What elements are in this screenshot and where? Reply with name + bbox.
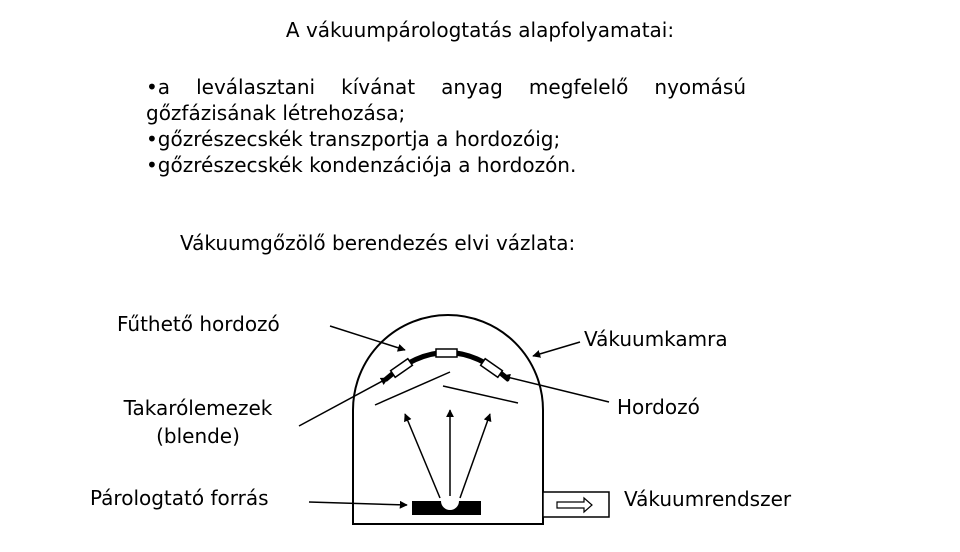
diagram-subtitle: Vákuumgőzölő berendezés elvi vázlata:: [180, 231, 576, 255]
label-evaporation-source: Párologtató forrás: [90, 486, 269, 510]
leader-heated-substrate: [330, 326, 405, 350]
bullet-item-1-line-1: •a leválasztani kívánat anyag megfelelő nyomású: [146, 75, 746, 99]
substrate-right: [481, 359, 503, 378]
bullet-item-2: •gőzrészecskék transzportja a hordozóig;: [146, 127, 561, 151]
leader-substrate: [503, 376, 609, 402]
evaporation-source: [412, 501, 481, 515]
label-shutters: Takarólemezek: [123, 396, 273, 420]
label-vacuum-system: Vákuumrendszer: [624, 487, 792, 511]
page-title: A vákuumpárologtatás alapfolyamatai:: [285, 18, 675, 42]
substrate-left: [391, 359, 413, 378]
vapour-arrow-left: [405, 414, 440, 498]
label-substrate: Hordozó: [617, 395, 700, 419]
vapour-arrow-right: [460, 414, 490, 498]
substrate-top: [436, 349, 457, 357]
bullet-item-3: •gőzrészecskék kondenzációja a hordozón.: [146, 153, 577, 177]
bullet-item-1-line-2: gőzfázisának létrehozása;: [146, 101, 406, 125]
leader-evaporation-source: [309, 502, 407, 505]
label-shutters-note: (blende): [156, 424, 240, 448]
leader-vacuum-chamber: [533, 342, 580, 356]
leader-shutters: [299, 378, 388, 426]
vacuum-chamber-outline: [353, 315, 543, 524]
shutter-right: [443, 386, 518, 403]
label-vacuum-chamber: Vákuumkamra: [584, 327, 728, 351]
label-heated-substrate: Fűthető hordozó: [117, 312, 280, 336]
